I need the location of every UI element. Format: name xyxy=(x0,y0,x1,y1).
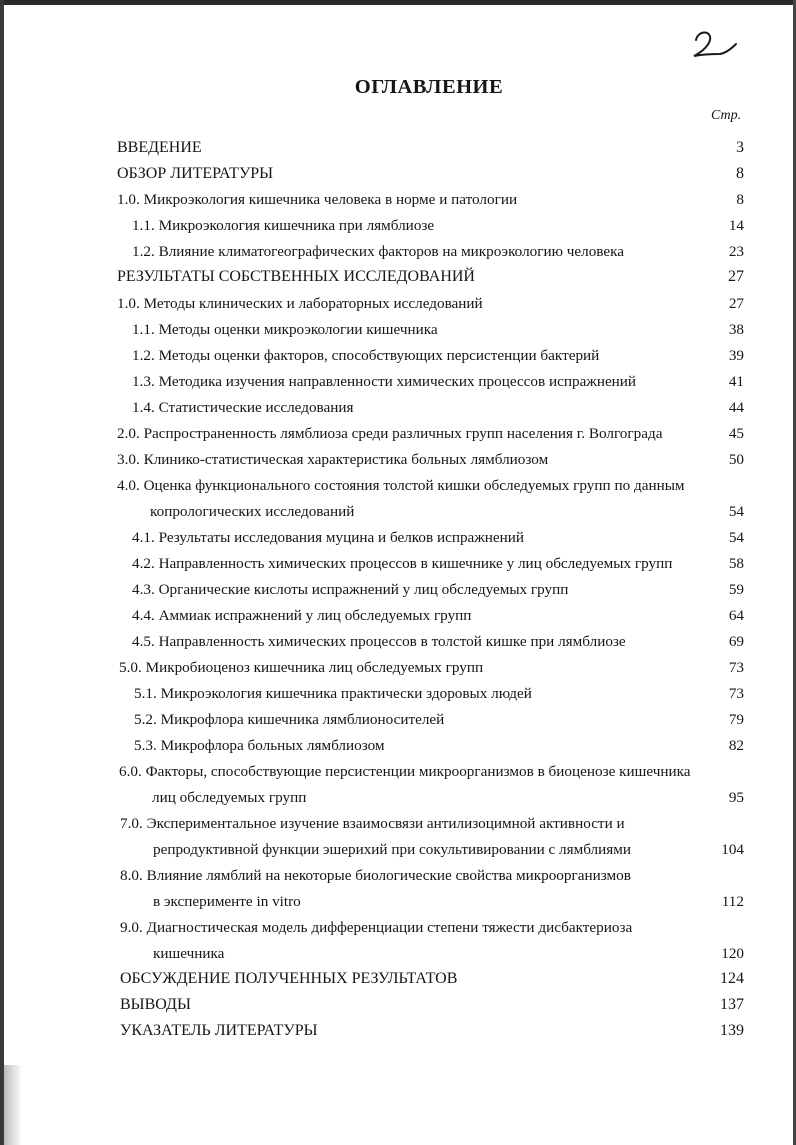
toc-entry-page: 38 xyxy=(728,321,744,338)
toc-entry-page: 104 xyxy=(721,841,744,858)
toc-entry-page: 112 xyxy=(721,893,744,910)
toc-entry-title: ВВЕДЕНИЕ xyxy=(117,139,202,156)
toc-entry-title: ВЫВОДЫ xyxy=(120,996,191,1013)
toc-entry-page: 39 xyxy=(728,347,744,364)
toc-entry-title: 6.0. Факторы, способствующие персистенции микроорганизмов в биоценозе кишечника xyxy=(119,763,691,780)
toc-entry-page: 64 xyxy=(728,607,744,624)
toc-entry-title: 3.0. Клинико-статистическая характеристика больных лямблиозом xyxy=(117,451,549,468)
scan-frame-top xyxy=(0,0,796,5)
toc-entry-page: 50 xyxy=(728,451,744,468)
toc-entry-page: 8 xyxy=(736,191,744,208)
toc-entry-title: 8.0. Влияние лямблий на некоторые биологические свойства микроорганизмов xyxy=(120,867,631,884)
toc-entry-title: 7.0. Экспериментальное изучение взаимосвязи антилизоцимной активности и xyxy=(120,815,625,832)
toc-entry-title-continued: кишечника xyxy=(153,945,225,962)
toc-entry-page: 54 xyxy=(728,503,744,520)
toc-entry-page: 73 xyxy=(728,659,744,676)
toc-entry-title-continued: лиц обследуемых групп xyxy=(152,789,307,806)
toc-entry-title: 5.2. Микрофлора кишечника лямблионосителей xyxy=(134,711,445,728)
toc-entry-title: 4.0. Оценка функционального состояния толстой кишки обследуемых групп по данным xyxy=(117,477,685,494)
toc-entry-page: 14 xyxy=(728,217,744,234)
toc-entry-title: 1.2. Методы оценки факторов, способствующих персистенции бактерий xyxy=(132,347,600,364)
toc-entry-page: 95 xyxy=(728,789,744,806)
toc-entry-title: 5.3. Микрофлора больных лямблиозом xyxy=(134,737,385,754)
toc-entry-page: 82 xyxy=(728,737,744,754)
toc-entry-page: 27 xyxy=(728,268,744,285)
toc-entry-page: 69 xyxy=(728,633,744,650)
toc-entry-page: 120 xyxy=(721,945,744,962)
toc-entry-page: 8 xyxy=(736,165,744,182)
toc-entry-title: 1.2. Влияние климатогеографических факторов на микроэкологию человека xyxy=(132,243,625,260)
toc-entry-title: 9.0. Диагностическая модель дифференциации степени тяжести дисбактериоза xyxy=(120,919,633,936)
toc-entry-page: 137 xyxy=(720,996,744,1013)
toc-entry-title: 5.0. Микробиоценоз кишечника лиц обследуемых групп xyxy=(119,659,484,676)
toc-entry-title: 1.4. Статистические исследования xyxy=(132,399,354,416)
toc-entry-page: 73 xyxy=(728,685,744,702)
toc-entry-title-continued: в эксперименте in vitro xyxy=(153,893,301,910)
toc-entry-page: 41 xyxy=(728,373,744,390)
toc-entry-title: 1.3. Методика изучения направленности химических процессов испражнений xyxy=(132,373,637,390)
toc-entry-title: 1.0. Методы клинических и лабораторных исследований xyxy=(117,295,483,312)
handwritten-page-number xyxy=(690,24,740,64)
toc-entry-title: 5.1. Микроэкология кишечника практически здоровых людей xyxy=(134,685,532,702)
page-title: ОГЛАВЛЕНИЕ xyxy=(354,76,504,98)
toc-entry-title-continued: копрологических исследований xyxy=(150,503,355,520)
toc-entry-page: 79 xyxy=(728,711,744,728)
toc-entry-page: 44 xyxy=(728,399,744,416)
toc-entry-title: ОБСУЖДЕНИЕ ПОЛУЧЕННЫХ РЕЗУЛЬТАТОВ xyxy=(120,970,458,987)
toc-entry-title: 4.3. Органические кислоты испражнений у лиц обследуемых групп xyxy=(132,581,569,598)
toc-entry-title: 4.4. Аммиак испражнений у лиц обследуемых групп xyxy=(132,607,472,624)
toc-entry-page: 3 xyxy=(736,139,744,156)
toc-entry-title: 4.5. Направленность химических процессов в толстой кишке при лямблиозе xyxy=(132,633,626,650)
toc-entry-title: 4.1. Результаты исследования муцина и белков испражнений xyxy=(132,529,525,546)
toc-entry-page: 124 xyxy=(720,970,744,987)
toc-entry-page: 58 xyxy=(728,555,744,572)
toc-entry-title: 4.2. Направленность химических процессов в кишечнике у лиц обследуемых групп xyxy=(132,555,673,572)
toc-entry-title: 1.1. Микроэкология кишечника при лямблиозе xyxy=(132,217,435,234)
toc-entry-page: 23 xyxy=(728,243,744,260)
toc-entry-title: 1.1. Методы оценки микроэкологии кишечника xyxy=(132,321,438,338)
toc-entry-title: 1.0. Микроэкология кишечника человека в норме и патологии xyxy=(117,191,518,208)
toc-entry-title-continued: репродуктивной функции эшерихий при сокультивировании с лямблиями xyxy=(153,841,631,858)
toc-entry-title: УКАЗАТЕЛЬ ЛИТЕРАТУРЫ xyxy=(120,1022,318,1039)
toc-entry-page: 54 xyxy=(728,529,744,546)
toc-entry-page: 27 xyxy=(728,295,744,312)
scan-shadow xyxy=(4,1065,22,1145)
toc-entry-page: 139 xyxy=(720,1022,744,1039)
toc-entry-title: РЕЗУЛЬТАТЫ СОБСТВЕННЫХ ИССЛЕДОВАНИЙ xyxy=(117,268,475,285)
toc-entry-title: 2.0. Распространенность лямблиоза среди различных групп населения г. Волгограда xyxy=(117,425,663,442)
page-column-label: Стр. xyxy=(711,108,742,123)
scan-frame-left xyxy=(0,0,4,1145)
toc-entry-page: 45 xyxy=(728,425,744,442)
toc-entry-page: 59 xyxy=(728,581,744,598)
toc-entry-title: ОБЗОР ЛИТЕРАТУРЫ xyxy=(117,165,274,182)
